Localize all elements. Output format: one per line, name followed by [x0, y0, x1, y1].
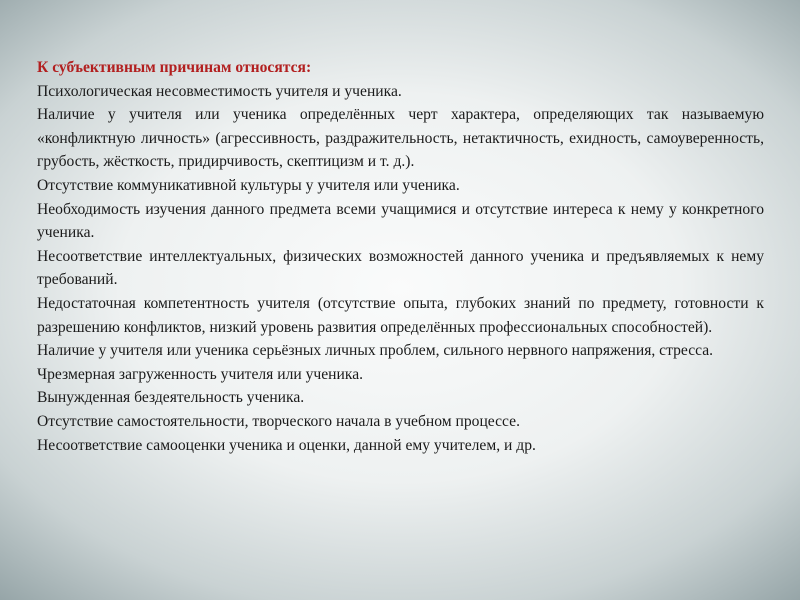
cause-item-9: Вынужденная бездеятельность ученика. [37, 389, 305, 407]
cause-item-6: Недостаточная компетентность учителя (отсутствие опыта, глубоких знаний по предмету, готовности к разрешению конфликтов, низкий уровень развития определённых профессиональных способностей). [37, 294, 764, 336]
cause-item-8: Чрезмерная загруженность учителя или ученика. [37, 365, 364, 383]
cause-item-4: Необходимость изучения данного предмета всеми учащимися и отсутствие интереса к нему у конкретного ученика. [37, 200, 764, 242]
cause-item-10: Отсутствие самостоятельности, творческого начала в учебном процессе. [37, 412, 520, 430]
section-heading: К субъективным причинам относятся: [37, 59, 312, 76]
cause-item-3: Отсутствие коммуникативной культуры у учителя или ученика. [37, 176, 460, 194]
cause-item-2: Наличие у учителя или ученика определённых черт характера, определяющих так называемую «конфликтную личность» (агрессивность, раздражительность, нетактичность, ехидность, самоуверенность, грубость, жёсткость, придирчивость, скептицизм и т. д.). [37, 106, 764, 171]
slide-content [37, 56, 764, 457]
cause-item-11: Несоответствие самооценки ученика и оценки, данной ему учителем, и др. [37, 436, 536, 454]
cause-item-5: Несоответствие интеллектуальных, физических возможностей данного ученика и предъявляемых к нему требований. [37, 247, 764, 289]
cause-item-1: Психологическая несовместимость учителя и ученика. [37, 82, 402, 100]
cause-item-7: Наличие у учителя или ученика серьёзных личных проблем, сильного нервного напряжения, стресса. [37, 342, 714, 360]
